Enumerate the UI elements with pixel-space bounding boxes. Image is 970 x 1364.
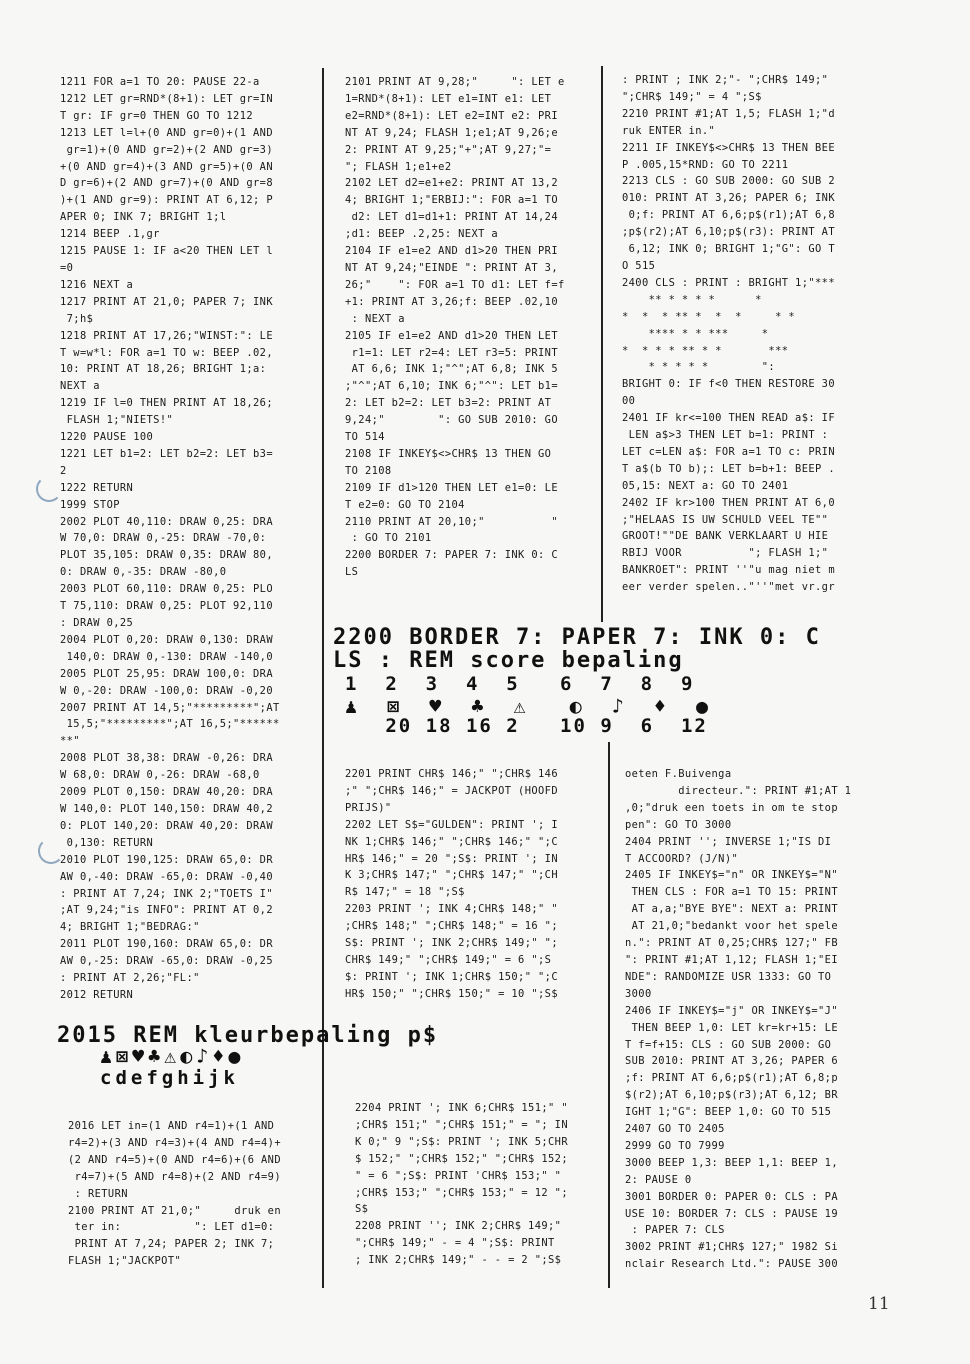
code-line: 2011 PLOT 190,160: DRAW 65,0: DR — [60, 938, 273, 951]
code-line: 2: PRINT AT 9,25;"+";AT 9,27;"= — [345, 143, 552, 156]
code-line: 2200 BORDER 7: PAPER 7: INK 0: C — [345, 549, 558, 562]
code-line: THEN CLS : FOR a=1 TO 15: PRINT — [625, 886, 838, 899]
code-line: 2105 IF e1=e2 AND d1>20 THEN LET — [345, 329, 558, 342]
code-line: ;CHR$ 148;" ";CHR$ 148;" = 16 "; — [345, 920, 558, 933]
code-line: r4=7)+(5 AND r4=8)+(2 AND r4=9) — [68, 1170, 281, 1183]
code-line: 1217 PRINT AT 21,0; PAPER 7; INK — [60, 295, 273, 308]
code-line: 10: PRINT AT 18,26; BRIGHT 1;a: — [60, 363, 267, 376]
code-line: 2003 PLOT 60,110: DRAW 0,25: PLO — [60, 583, 273, 596]
code-line: 7;h$ — [60, 312, 94, 325]
code-line: 1219 IF l=0 THEN PRINT AT 18,26; — [60, 397, 273, 410]
code-line: ;f: PRINT AT 6,6;p$(r1);AT 6,8;p — [625, 1072, 838, 1085]
code-line: 2009 PLOT 0,150: DRAW 40,20: DRA — [60, 786, 273, 799]
code-line: $ 152;" ";CHR$ 152;" ";CHR$ 152; — [355, 1152, 568, 1165]
code-line: 2101 PRINT AT 9,28;" ": LET e — [345, 76, 565, 88]
code-line: PLOT 35,105: DRAW 0,35: DRAW 80, — [60, 549, 273, 562]
code-line: K 3;CHR$ 147;" ";CHR$ 147;" ";CH — [345, 869, 558, 882]
code-line: IGHT 1;"G": BEEP 1,0: GO TO 515 — [625, 1106, 832, 1119]
code-line: D gr=6)+(2 AND gr=7)+(0 AND gr=8 — [60, 177, 273, 190]
code-line: n.": PRINT AT 0,25;CHR$ 127;" FB — [625, 937, 838, 950]
code-line: **** * * *** * — [622, 327, 769, 340]
code-line: $(r2);AT 6,10;p$(r3);AT 6,12; BR — [625, 1089, 838, 1102]
score-numbers: 1 2 3 4 5 6 7 8 9 — [345, 673, 695, 695]
code-line: K 0;" 9 ";S$: PRINT '; INK 5;CHR — [355, 1135, 568, 1148]
code-line: 3002 PRINT #1;CHR$ 127;" 1982 Si — [625, 1241, 838, 1254]
code-line: ;"^";AT 6,10; INK 6;"^": LET b1= — [345, 380, 558, 393]
code-line: AT 6,6; INK 1;"^";AT 6,8; INK 5 — [345, 363, 558, 376]
code-line: 2400 CLS : PRINT : BRIGHT 1;"*** — [622, 276, 835, 289]
code-line: S$ — [355, 1203, 369, 1216]
code-line: 1222 RETURN — [60, 481, 134, 494]
code-line: 2005 PLOT 25,95: DRAW 100,0: DRA — [60, 667, 273, 680]
code-line: ";CHR$ 149;" = 4 ";S$ — [622, 90, 762, 103]
code-line: LS — [345, 566, 359, 579]
code-line: : PRINT ; INK 2;"- ";CHR$ 149;" — [622, 74, 829, 86]
code-line: +(0 AND gr=4)+(3 AND gr=5)+(0 AN — [60, 160, 273, 173]
code-line: 2100 PRINT AT 21,0;" druk en — [68, 1204, 281, 1217]
code-line: 1=RND*(8+1): LET e1=INT e1: LET — [345, 92, 552, 105]
code-line: 1214 BEEP .1,gr — [60, 228, 160, 241]
code-line: 2999 GO TO 7999 — [625, 1139, 725, 1152]
code-line: TO 514 — [345, 431, 385, 444]
code-line: 15,5;"*********";AT 16,5;"****** — [60, 718, 280, 731]
code-line: **" — [60, 735, 80, 748]
code-line: ;AT 9,24;"is INFO": PRINT AT 0,2 — [60, 904, 273, 917]
code-line: 00 — [622, 395, 636, 408]
code-line: 2404 PRINT ''; INVERSE 1;"IS DI — [625, 835, 832, 848]
code-line: T ACCOORD? (J/N)" — [625, 852, 739, 865]
code-line: 4; BRIGHT 1;"BEDRAG:" — [60, 921, 200, 934]
code-line: ;p$(r2);AT 6,10;p$(r3): PRINT AT — [622, 226, 835, 239]
code-line: ,0;"druk een toets in om te stop — [625, 801, 838, 814]
code-line: 2406 IF INKEY$="j" OR INKEY$="J" — [625, 1004, 838, 1017]
code-line: * * * * * ": — [622, 361, 776, 374]
code-line: HR$ 150;" ";CHR$ 150;" = 10 ";S$ — [345, 987, 558, 1000]
code-line: APER 0; INK 7; BRIGHT 1;l — [60, 211, 227, 224]
listing-column-3-bottom — [625, 766, 851, 1273]
code-line: r1=1: LET r2=4: LET r3=5: PRINT — [345, 346, 558, 359]
code-line: ;CHR$ 153;" ";CHR$ 153;" = 12 "; — [355, 1186, 568, 1199]
score-banner — [333, 626, 821, 672]
code-line: S$: PRINT '; INK 2;CHR$ 149;" "; — [345, 937, 558, 950]
listing-column-2 — [345, 74, 565, 581]
listing-column-1-bottom — [68, 1118, 281, 1270]
code-line: AW 0,-25: DRAW -65,0: DRAW -0,25 — [60, 955, 273, 968]
code-line: nclair Research Ltd.": PAUSE 300 — [625, 1258, 838, 1271]
column-divider-right — [601, 66, 603, 622]
code-line: 2012 RETURN — [60, 988, 134, 1001]
code-line: 05,15: NEXT a: GO TO 2401 — [622, 479, 789, 492]
code-line: CHR$ 149;" ";CHR$ 149;" = 6 ";S — [345, 953, 552, 966]
code-line: " = 6 ";S$: PRINT 'CHR$ 153;" " — [355, 1169, 562, 1182]
code-line: d2: LET d1=d1+1: PRINT AT 14,24 — [345, 211, 558, 224]
code-line: NDE": RANDOMIZE USR 1333: GO TO — [625, 970, 832, 983]
column-divider-right-lower — [608, 742, 610, 1288]
code-line: 1999 STOP — [60, 498, 120, 511]
code-line: 1216 NEXT a — [60, 278, 134, 291]
code-line: eer verder spelen.."''"met vr.gr — [622, 581, 835, 594]
code-line: LEN a$>3 THEN LET b=1: PRINT : — [622, 429, 829, 442]
code-line: 2201 PRINT CHR$ 146;" ";CHR$ 146 — [345, 768, 558, 780]
code-line: 2104 IF e1=e2 AND d1>20 THEN PRI — [345, 245, 558, 258]
code-line: 2401 IF kr<=100 THEN READ a$: IF — [622, 412, 835, 425]
code-line: : PAPER 7: CLS — [625, 1224, 725, 1237]
code-line: SUB 2010: PRINT AT 3,26; PAPER 6 — [625, 1055, 838, 1068]
code-line: NT AT 9,24; FLASH 1;e1;AT 9,26;e — [345, 126, 558, 139]
code-line: ;d1: BEEP .2,25: NEXT a — [345, 228, 499, 241]
code-line: FLASH 1;"NIETS!" — [60, 414, 174, 427]
code-line: BANKROET": PRINT ''"u mag niet m — [622, 564, 835, 577]
score-symbols: ♟ ⊠ ♥ ♣ ⚠ ◐ ♪ ♦ ● — [345, 694, 711, 718]
code-line: (2 AND r4=5)+(0 AND r4=6)+(6 AND — [68, 1153, 281, 1166]
code-line: BRIGHT 0: IF f<0 THEN RESTORE 30 — [622, 378, 835, 391]
code-line: 2210 PRINT #1;AT 1,5; FLASH 1;"d — [622, 107, 835, 120]
code-line: 2002 PLOT 40,110: DRAW 0,25: DRA — [60, 515, 273, 528]
code-line: T a$(b TO b);: LET b=b+1: BEEP . — [622, 462, 835, 475]
code-line: : RETURN — [68, 1187, 128, 1200]
listing-column-3 — [622, 72, 835, 596]
code-line: T e2=0: GO TO 2104 — [345, 498, 465, 511]
code-line: 2211 IF INKEY$<>CHR$ 13 THEN BEE — [622, 141, 835, 154]
code-line: R$ 147;" = 18 ";S$ — [345, 886, 465, 899]
listing-column-1 — [60, 74, 280, 1004]
code-line: 2109 IF d1>120 THEN LET e1=0: LE — [345, 481, 558, 494]
code-line: HR$ 146;" = 20 ";S$: PRINT '; IN — [345, 852, 558, 865]
code-line: e2=RND*(8+1): LET e2=INT e2: PRI — [345, 109, 558, 122]
code-line: GROOT!""DE BANK VERKLAART U HIE — [622, 530, 829, 543]
code-line: 2004 PLOT 0,20: DRAW 0,130: DRAW — [60, 633, 273, 646]
code-line: : PRINT AT 7,24; INK 2;"TOETS I" — [60, 887, 273, 900]
code-line: NT AT 9,24;"EINDE ": PRINT AT 3, — [345, 261, 558, 274]
code-line: ;CHR$ 151;" ";CHR$ 151;" = "; IN — [355, 1118, 568, 1131]
code-line: 2016 LET in=(1 AND r4=1)+(1 AND — [68, 1120, 275, 1132]
code-line: 2: PAUSE 0 — [625, 1173, 692, 1186]
code-line: 2010 PLOT 190,125: DRAW 65,0: DR — [60, 853, 273, 866]
listing-column-2-middle — [345, 766, 558, 1003]
code-line: LET c=LEN a$: FOR a=1 TO c: PRIN — [622, 445, 835, 458]
code-line: ";CHR$ 149;" - = 4 ";S$: PRINT — [355, 1237, 555, 1250]
code-line: W 70,0: DRAW 0,-25: DRAW -70,0: — [60, 532, 267, 545]
code-line: * * * * ** * * *** — [622, 344, 789, 357]
code-line: W 0,-20: DRAW -100,0: DRAW -0,20 — [60, 684, 273, 697]
code-line: 1221 LET b1=2: LET b2=2: LET b3= — [60, 447, 273, 460]
code-line: 2208 PRINT ''; INK 2;CHR$ 149;" — [355, 1220, 562, 1233]
code-line: 2008 PLOT 38,38: DRAW -0,26: DRA — [60, 752, 273, 765]
code-line: RBIJ VOOR "; FLASH 1;" — [622, 547, 829, 560]
code-line: 1220 PAUSE 100 — [60, 431, 154, 444]
code-line: =0 — [60, 261, 74, 274]
code-line: AT 21,0;"bedankt voor het spele — [625, 920, 838, 933]
code-line: ": PRINT #1;AT 1,12; FLASH 1;"EI — [625, 953, 838, 966]
code-line: : NEXT a — [345, 312, 405, 325]
code-line: 0;f: PRINT AT 6,6;p$(r1);AT 6,8 — [622, 209, 835, 222]
code-line: 2: LET b2=2: LET b3=2: PRINT AT — [345, 397, 552, 410]
code-line: +1: PRINT AT 3,26;f: BEEP .02,10 — [345, 295, 558, 308]
code-line: 1215 PAUSE 1: IF a<20 THEN LET l — [60, 245, 273, 258]
code-line: PRINT AT 7,24; PAPER 2; INK 7; — [68, 1238, 275, 1251]
code-line: ruk ENTER in." — [622, 124, 716, 137]
code-line: ;" ";CHR$ 146;" = JACKPOT (HOOFD — [345, 784, 558, 797]
code-line: 2405 IF INKEY$="n" OR INKEY$="N" — [625, 869, 838, 882]
code-line: T f=f+15: CLS : GO SUB 2000: GO — [625, 1038, 832, 1051]
code-line: ** * * * * * — [622, 293, 762, 306]
code-line: ; INK 2;CHR$ 149;" - - = 2 ";S$ — [355, 1254, 562, 1267]
code-line: 2108 IF INKEY$<>CHR$ 13 THEN GO — [345, 447, 552, 460]
code-line: 2204 PRINT '; INK 6;CHR$ 151;" " — [355, 1102, 568, 1114]
code-line: )+(1 AND gr=9): PRINT AT 6,12; P — [60, 194, 273, 207]
code-line: 2102 LET d2=e1+e2: PRINT AT 13,2 — [345, 177, 558, 190]
code-line: r4=2)+(3 AND r4=3)+(4 AND r4=4)+ — [68, 1136, 281, 1149]
code-line: AT a,a;"BYE BYE": NEXT a: PRINT — [625, 903, 838, 916]
code-line: 140,0: DRAW 0,-130: DRAW -140,0 — [60, 650, 273, 663]
code-line: ;"HELAAS IS UW SCHULD VEEL TE"" — [622, 513, 829, 526]
code-line: NEXT a — [60, 380, 100, 393]
code-line: 4; BRIGHT 1;"ERBIJ:": FOR a=1 TO — [345, 194, 558, 207]
code-line: 3000 — [625, 987, 652, 1000]
code-line: THEN BEEP 1,0: LET kr=kr+15: LE — [625, 1021, 838, 1034]
code-line: 3000 BEEP 1,3: BEEP 1,1: BEEP 1, — [625, 1156, 838, 1169]
code-line: 0: DRAW 0,-35: DRAW -80,0 — [60, 566, 227, 579]
punch-hole-1 — [36, 476, 62, 502]
code-line: directeur.": PRINT #1;AT 1 — [625, 784, 852, 797]
code-line: * * * ** * * * * * — [622, 310, 796, 323]
code-line: 2402 IF kr>100 THEN PRINT AT 6,0 — [622, 496, 835, 509]
code-line: 2202 LET S$="GULDEN": PRINT '; I — [345, 818, 558, 831]
code-line: 2007 PRINT AT 14,5;"*********";AT — [60, 701, 280, 714]
code-line: 2213 CLS : GO SUB 2000: GO SUB 2 — [622, 175, 835, 188]
code-line: : PRINT AT 2,26;"FL:" — [60, 972, 200, 985]
column-divider-left — [322, 68, 324, 1288]
color-symbols: ♟⊠♥♣⚠◐♪♦● — [100, 1044, 245, 1068]
code-line: W 140,0: PLOT 140,150: DRAW 40,2 — [60, 802, 273, 815]
code-line: ter in: ": LET d1=0: — [68, 1221, 275, 1234]
code-line: 6,12; INK 0; BRIGHT 1;"G": GO T — [622, 243, 835, 256]
code-line: FLASH 1;"JACKPOT" — [68, 1255, 182, 1268]
code-line: T 75,110: DRAW 0,25: PLOT 92,110 — [60, 600, 273, 613]
code-line: 2110 PRINT AT 20,10;" " — [345, 515, 558, 528]
code-line: USE 10: BORDER 7: CLS : PAUSE 19 — [625, 1207, 838, 1220]
score-values: 20 18 16 2 10 9 6 12 — [345, 715, 708, 737]
code-line: "; FLASH 1;e1+e2 — [345, 160, 452, 173]
listing-column-2-bottom — [355, 1100, 568, 1269]
code-line: T w=w*l: FOR a=1 TO w: BEEP .02, — [60, 346, 273, 359]
code-line: $: PRINT '; INK 1;CHR$ 150;" ";C — [345, 970, 558, 983]
code-line: 1218 PRINT AT 17,26;"WINST:": LE — [60, 329, 273, 342]
code-line: 1211 FOR a=1 TO 20: PAUSE 22-a — [60, 76, 260, 88]
code-line: 0,130: RETURN — [60, 836, 154, 849]
code-line: O 515 — [622, 259, 656, 272]
code-line: 3001 BORDER 0: PAPER 0: CLS : PA — [625, 1190, 838, 1203]
code-line: PRIJS)" — [345, 801, 392, 814]
page-number: 11 — [868, 1294, 890, 1314]
code-line: 010: PRINT AT 3,26; PAPER 6; INK — [622, 192, 835, 205]
code-line: P .005,15*RND: GO TO 2211 — [622, 158, 789, 171]
code-line: gr=1)+(0 AND gr=2)+(2 AND gr=3) — [60, 143, 273, 156]
code-line: oeten F.Buivenga — [625, 768, 732, 780]
code-line: NK 1;CHR$ 146;" ";CHR$ 146;" ";C — [345, 835, 558, 848]
code-line: 2203 PRINT '; INK 4;CHR$ 148;" " — [345, 903, 558, 916]
code-line: W 68,0: DRAW 0,-26: DRAW -68,0 — [60, 769, 260, 782]
code-line: : DRAW 0,25 — [60, 617, 134, 629]
code-line: 2 — [60, 464, 67, 477]
code-line: 1212 LET gr=RND*(8+1): LET gr=IN — [60, 92, 273, 105]
code-line: TO 2108 — [345, 464, 392, 477]
color-letters: cdefghijk — [100, 1067, 239, 1089]
code-line: T gr: IF gr=0 THEN GO TO 1212 — [60, 109, 254, 122]
code-line: AW 0,-40: DRAW -65,0: DRAW -0,40 — [60, 870, 273, 883]
score-banner-line1: 2200 BORDER 7: PAPER 7: INK 0: C — [333, 625, 821, 650]
code-line: 1213 LET l=l+(0 AND gr=0)+(1 AND — [60, 126, 273, 139]
code-line: 26;" ": FOR a=1 TO d1: LET f=f — [345, 278, 565, 291]
color-banner: 2015 REM kleurbepaling p$ — [57, 1023, 439, 1048]
score-banner-line2: LS : REM score bepaling — [333, 648, 684, 673]
code-line: 9,24;" ": GO SUB 2010: GO — [345, 414, 558, 427]
code-line: pen": GO TO 3000 — [625, 818, 732, 831]
code-line: : GO TO 2101 — [345, 532, 432, 545]
code-line: 0: PLOT 140,20: DRAW 40,20: DRAW — [60, 819, 273, 832]
code-line: 2407 GO TO 2405 — [625, 1123, 725, 1136]
